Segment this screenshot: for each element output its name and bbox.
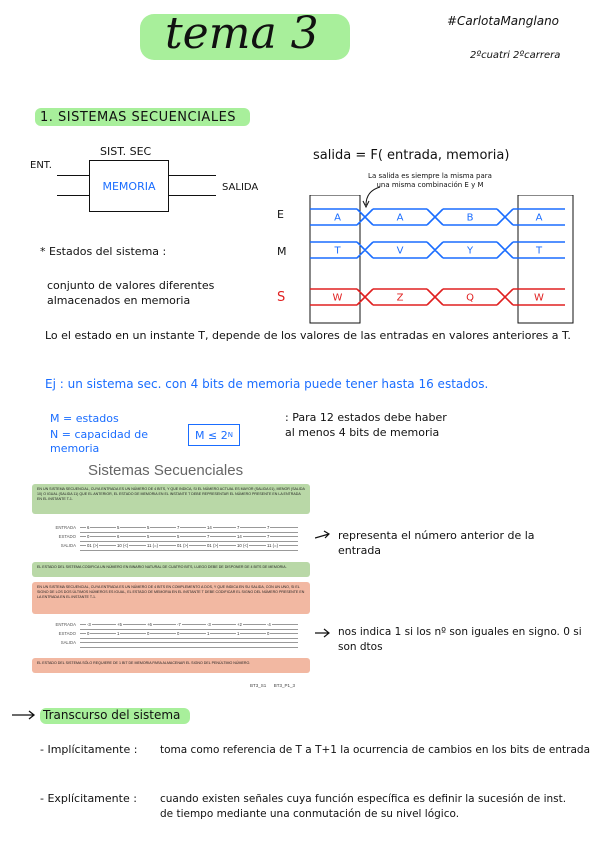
table-row-label: ESTADO (58, 534, 76, 539)
lecture-slide (28, 462, 312, 692)
trace-e (310, 209, 565, 225)
window-right (518, 195, 573, 323)
trace-e-value: B (466, 212, 474, 224)
table-cell: 10 (<) (117, 543, 129, 548)
example-text: Ej : un sistema sec. con 4 bits de memoria puede tener hasta 16 estados. (45, 377, 489, 391)
timing-label-m: M (277, 245, 287, 258)
timing-diagram (305, 195, 580, 330)
trace-s (310, 289, 565, 305)
timing-label-s: S (277, 290, 286, 305)
slide-box4: EL ESTADO DEL SISTEMA SÓLO REQUIERE DE 1 BIT DE MEMORIA PARA ALMACENAR EL SIGNO DEL PENÚLTIMO NÚMERO. (32, 658, 310, 673)
table-cell: 01 (>) (207, 543, 219, 548)
annotation-2: nos indica 1 si los nº son iguales en signo. 0 si son dtos (338, 626, 582, 653)
trace-m-value: V (396, 245, 404, 257)
course-tag: 2ºcuatri 2ºcarrera (470, 50, 561, 61)
diagram-in-label: ENT. (30, 160, 52, 171)
arrow2-icon (315, 627, 335, 639)
table-row-label: SALIDA (60, 543, 76, 548)
explicit-text: cuando existen señales cuya función específica es definir la sucesión de inst. de tiempo mediante una conmutación de su nivel lógico. (160, 793, 567, 820)
table-cell: 0 (177, 631, 180, 636)
inequality-exp: N (227, 431, 233, 439)
table-cell: 6 (87, 525, 90, 530)
trace-m-value: T (535, 245, 543, 257)
table-row-line (80, 642, 298, 648)
table-cell: 5 (117, 525, 120, 530)
inequality-base: M ≤ 2 (195, 428, 228, 442)
trace-m-value: T (334, 245, 341, 257)
section2-title: Transcurso del sistema (43, 708, 181, 722)
inequality-box (188, 424, 240, 446)
table-cell: -7 (177, 622, 181, 627)
table-cell: 01 (>) (177, 543, 189, 548)
trace-s-value: Q (466, 292, 474, 304)
diagram-out-label: SALIDA (222, 182, 259, 193)
table-cell: 7 (267, 525, 270, 530)
trace-s-value: Z (396, 292, 404, 304)
diagram-top-label: SIST. SEC (100, 145, 152, 158)
timing-label-e: E (277, 208, 284, 221)
m-definition: M = estados (50, 412, 119, 425)
table-cell: 1 (207, 631, 210, 636)
table-cell: 01 (>) (87, 543, 99, 548)
trace-e-line (310, 209, 565, 225)
n-definition: N = capacidad de memoria (50, 428, 149, 455)
table-cell: 0 (87, 534, 90, 539)
table-cell: 14 (237, 534, 242, 539)
table-cell: -3 (87, 622, 91, 627)
slide-box1: EN UN SISTEMA SECUENCIAL, CUYA ENTRADA ES UN NÚMERO DE 4 BITS, Y QUE INDICA, SI EL NÚMERO ACTUAL ES MAYOR (SALIDA 01), MENOR (SALIDA 10) O IGUAL (SALIDA 11) QUE EL ANTERIOR, EL ESTADO DE MEMORIA EN EL INSTANTE T DEBE REPRESENTAR EL NÚMERO PRESENTE EN LA ENTRADA EN EL INSTANTE T-1. (32, 484, 310, 514)
table-cell: 10 (<) (237, 543, 249, 548)
table-cell: 7 (267, 534, 270, 539)
output-note: La salida es siempre la misma para una misma combinación E y M (368, 172, 492, 189)
slide-box2: EL ESTADO DEL SISTEMA CODIFICA UN NÚMERO EN BINARIO NATURAL DE CUATRO BITS, LUEGO DEBE DE DISPONER DE 4 BITS DE MEMORIA. (32, 562, 310, 577)
arrow1-icon (315, 528, 335, 542)
table-row-label: ENTRADA (55, 525, 76, 530)
input-line-2 (57, 195, 89, 196)
trace-m (310, 242, 565, 258)
memory-box (89, 160, 169, 212)
trace-s-value: W (534, 292, 544, 304)
table-cell: 7 (177, 525, 180, 530)
table-cell: -4 (267, 622, 271, 627)
trace-e-value: A (535, 212, 543, 224)
page-title: tema 3 (165, 8, 319, 59)
table-cell: 0 (267, 631, 270, 636)
table-cell: 5 (147, 534, 150, 539)
para-note: : Para 12 estados debe haber al menos 4 bits de memoria (285, 411, 447, 439)
table-cell: 7 (237, 525, 240, 530)
table-row-label: ESTADO (58, 631, 76, 636)
table-cell: 7 (207, 534, 210, 539)
states-definition: conjunto de valores diferentes almacenados en memoria (47, 279, 215, 307)
section1-title: 1. SISTEMAS SECUENCIALES (40, 110, 237, 125)
state-note: Lo el estado en un instante T, depende de los valores de las entradas en valores anteriores a T. (45, 329, 571, 342)
slide-box3: EN UN SISTEMA SECUENCIAL, CUYA ENTRADA ES UN NÚMERO DE 4 BITS EN COMPLEMENTO A DOS, Y QUE INDICA EN SU SALIDA, CON UN UNO, SI EL SIGNO DE LOS DOS ÚLTIMOS NÚMEROS ES IGUAL, EL ESTADO DE MEMORIA EN EL INSTANTE T DEBE CODIFICAR EL SIGNO DEL NÚMERO PRESENTE EN LA ENTRADA EN EL INSTANTE T-1. (32, 582, 310, 614)
input-line-1 (57, 175, 89, 176)
trace-e-value: A (334, 212, 341, 224)
table-cell: 1 (237, 631, 240, 636)
table-row-label: SALIDA (60, 640, 76, 645)
implicit-text: toma como referencia de T a T+1 la ocurrencia de cambios en los bits de entrada (160, 744, 591, 756)
annotation-1: representa el número anterior de la entrada (338, 529, 535, 557)
table-cell: +5 (117, 622, 122, 627)
trace-e-value: A (396, 212, 404, 224)
table-cell: 0 (147, 631, 150, 636)
output-line-2 (168, 195, 216, 196)
explicit-label: - Explícitamente : (40, 792, 137, 805)
table-cell: 6 (117, 534, 120, 539)
table-cell: 11 (=) (147, 543, 159, 548)
output-formula: salida = F( entrada, memoria) (313, 148, 510, 163)
table-cell: 11 (=) (267, 543, 279, 548)
trace-m-line (310, 242, 565, 258)
trace-s-value: W (332, 292, 343, 304)
table-cell: 5 (177, 534, 180, 539)
implicit-label: - Implícitamente : (40, 743, 138, 756)
table-cell: 14 (207, 525, 212, 530)
table-cell: +6 (147, 622, 152, 627)
author-tag: #CarlotaManglano (447, 14, 560, 28)
output-line-1 (168, 175, 216, 176)
table-cell: 5 (147, 525, 150, 530)
table-row-label: ENTRADA (55, 622, 76, 627)
table-cell: 1 (117, 631, 120, 636)
trace-m-value: Y (466, 245, 474, 257)
table-cell: 0 (87, 631, 90, 636)
slide-footer: BT3_S1 BT3_P1_3 (250, 683, 296, 688)
slide-title: Sistemas Secuenciales (88, 462, 244, 479)
table-cell: -3 (207, 622, 211, 627)
memory-label: MEMORIA (102, 179, 156, 193)
trace-s-line (310, 289, 565, 305)
section2-arrow-icon (10, 708, 40, 722)
table-cell: +2 (237, 622, 242, 627)
states-heading: * Estados del sistema : (40, 245, 167, 258)
